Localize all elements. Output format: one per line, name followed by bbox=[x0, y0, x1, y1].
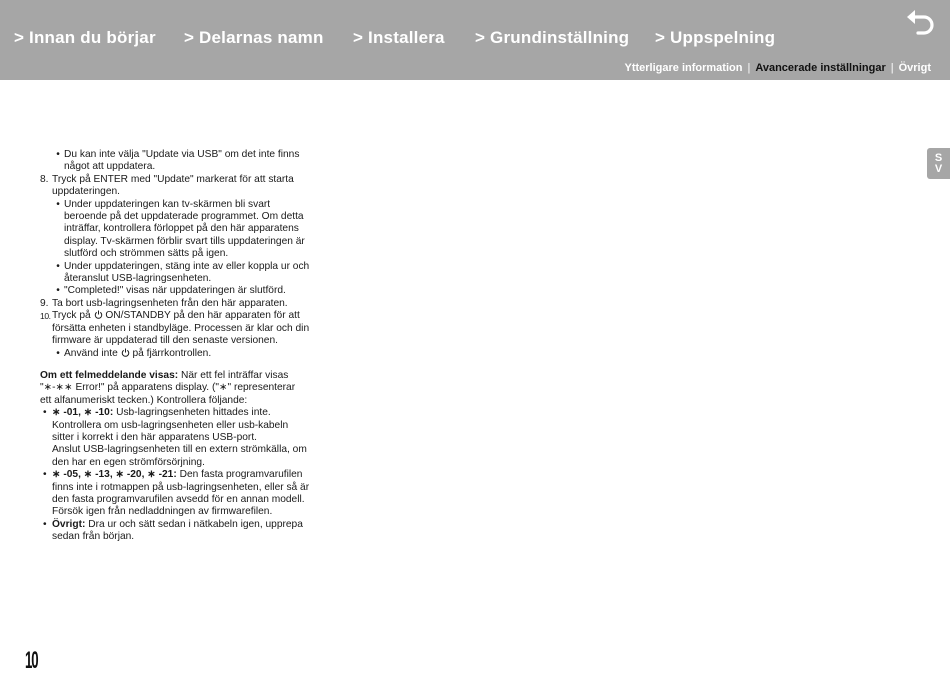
text: något att uppdatera. bbox=[64, 161, 156, 173]
text-line bbox=[40, 382, 316, 394]
subnav-separator: | bbox=[747, 62, 751, 74]
step-10 bbox=[40, 310, 316, 322]
text: den har en egen strömförsörjning. bbox=[52, 456, 205, 468]
text: sitter i korrekt i den här apparatens USB-port. bbox=[52, 431, 257, 443]
page-number: 10 bbox=[25, 647, 38, 674]
return-arrow-icon bbox=[904, 8, 938, 38]
nav-uppspelning[interactable]: > Uppspelning bbox=[655, 28, 776, 47]
nav-installera[interactable]: > Installera bbox=[353, 28, 445, 47]
language-tab bbox=[927, 148, 950, 179]
text: uppdateringen. bbox=[52, 186, 120, 198]
subnav-ytterligare-information[interactable]: Ytterligare information bbox=[624, 62, 743, 74]
text: Under uppdateringen, stäng inte av eller koppla ur och bbox=[64, 260, 310, 272]
text-line bbox=[40, 457, 316, 469]
error-section bbox=[40, 370, 316, 544]
text-line bbox=[40, 199, 316, 211]
bullet: • bbox=[56, 198, 60, 210]
text: Dra ur och sätt sedan i nätkabeln igen, upprepa bbox=[85, 518, 303, 530]
error-code: ∗ -01, ∗ -10: bbox=[52, 407, 114, 419]
text-line bbox=[40, 432, 316, 444]
text-line bbox=[40, 370, 316, 382]
step-number: 8. bbox=[40, 173, 49, 185]
text: Tryck på bbox=[52, 310, 94, 322]
text-line bbox=[40, 273, 316, 285]
language-tab-line2: V bbox=[934, 163, 943, 175]
error-code: ∗ -05, ∗ -13, ∗ -20, ∗ -21: bbox=[52, 469, 177, 481]
step-8 bbox=[40, 174, 316, 186]
error-item bbox=[40, 469, 316, 481]
back-button[interactable] bbox=[904, 8, 938, 38]
text: återanslut USB-lagringsenheten. bbox=[64, 273, 212, 285]
text: display. Tv-skärmen förblir svart tills uppdateringen är bbox=[64, 235, 305, 247]
text: ett alfanumeriskt tecken.) Kontrollera följande: bbox=[40, 394, 248, 406]
power-icon bbox=[121, 348, 130, 357]
text: sedan från början. bbox=[52, 531, 135, 543]
top-navigation-bar bbox=[0, 0, 950, 80]
bullet: • bbox=[56, 149, 60, 160]
bullet: • bbox=[56, 347, 60, 359]
text: slutförd och strömmen sätts på igen. bbox=[64, 248, 229, 260]
text: på fjärrkontrollen. bbox=[129, 347, 212, 359]
text-line bbox=[40, 248, 316, 260]
text-line bbox=[40, 236, 316, 248]
manual-content bbox=[40, 149, 316, 544]
text: den fasta programvarufilen avsedd för en annan modell. bbox=[52, 493, 305, 505]
nav-grundinstallning[interactable]: > Grundinställning bbox=[475, 28, 630, 47]
text: Försök igen från nedladdningen av firmwarefilen. bbox=[52, 506, 273, 518]
subnav-avancerade-installningar[interactable]: Avancerade inställningar bbox=[755, 62, 886, 74]
text: Ta bort usb-lagringsenheten från den här apparaten. bbox=[52, 297, 288, 309]
bullet: • bbox=[43, 407, 47, 419]
language-tab-line1: S bbox=[934, 152, 943, 164]
error-code: Övrigt: bbox=[52, 518, 86, 530]
text: "∗-∗∗ Error!" på apparatens display. ("∗" representerar bbox=[40, 382, 296, 394]
step-number: 9. bbox=[40, 297, 49, 309]
sub-navigation bbox=[624, 62, 931, 74]
nav-innan-du-borjar[interactable]: > Innan du börjar bbox=[14, 28, 156, 47]
text-line bbox=[40, 494, 316, 506]
text-line bbox=[40, 323, 316, 335]
text-line bbox=[40, 420, 316, 432]
nav-delarnas-namn[interactable]: > Delarnas namn bbox=[184, 28, 324, 47]
subnav-separator: | bbox=[890, 62, 894, 74]
text: Kontrollera om usb-lagringsenheten eller usb-kabeln bbox=[52, 419, 289, 431]
text-line bbox=[40, 149, 316, 161]
bullet: • bbox=[56, 285, 60, 297]
text: försätta enheten i standbyläge. Processen är klar och din bbox=[52, 322, 310, 334]
power-icon bbox=[94, 310, 103, 319]
text: Under uppdateringen kan tv-skärmen bli svart bbox=[64, 198, 271, 210]
text-line bbox=[40, 335, 316, 347]
text: Använd inte bbox=[64, 347, 121, 359]
text-line bbox=[40, 531, 316, 543]
bullet: • bbox=[56, 260, 60, 272]
text: firmware är uppdaterad till den senaste versionen. bbox=[52, 335, 278, 347]
text-line bbox=[40, 348, 316, 360]
error-item bbox=[40, 519, 316, 531]
text-line bbox=[40, 395, 316, 407]
text-line bbox=[40, 506, 316, 518]
text: "Completed!" visas när uppdateringen är slutförd. bbox=[64, 285, 286, 297]
text: Tryck på ENTER med "Update" markerat för att starta bbox=[52, 173, 294, 185]
text: ON/STANDBY på den här apparaten för att bbox=[102, 310, 300, 322]
text-line bbox=[40, 186, 316, 198]
subnav-ovrigt[interactable]: Övrigt bbox=[898, 62, 931, 74]
bullet: • bbox=[43, 469, 47, 481]
text-line bbox=[40, 444, 316, 456]
error-heading: Om ett felmeddelande visas: bbox=[40, 369, 179, 381]
bullet: • bbox=[43, 518, 47, 530]
step-number: 10. bbox=[40, 311, 51, 322]
text: beroende på det uppdaterade programmet. Om detta bbox=[64, 211, 304, 223]
text-line bbox=[40, 223, 316, 235]
error-item bbox=[40, 407, 316, 419]
text-line bbox=[40, 211, 316, 223]
text: Du kan inte välja "Update via USB" om det inte finns bbox=[64, 149, 300, 160]
text-line bbox=[40, 161, 316, 173]
text-line bbox=[40, 285, 316, 297]
text-line bbox=[40, 261, 316, 273]
text: finns inte i rotmappen på usb-lagringsenheten, eller så är bbox=[52, 481, 310, 493]
step-9 bbox=[40, 298, 316, 310]
text: Den fasta programvarufilen bbox=[176, 469, 303, 481]
text: inträffar, kontrollera förloppet på den här apparatens bbox=[64, 223, 299, 235]
text: När ett fel inträffar visas bbox=[178, 369, 289, 381]
text: Anslut USB-lagringsenheten till en extern strömkälla, om bbox=[52, 444, 307, 456]
text-line bbox=[40, 482, 316, 494]
text: Usb-lagringsenheten hittades inte. bbox=[113, 407, 271, 419]
